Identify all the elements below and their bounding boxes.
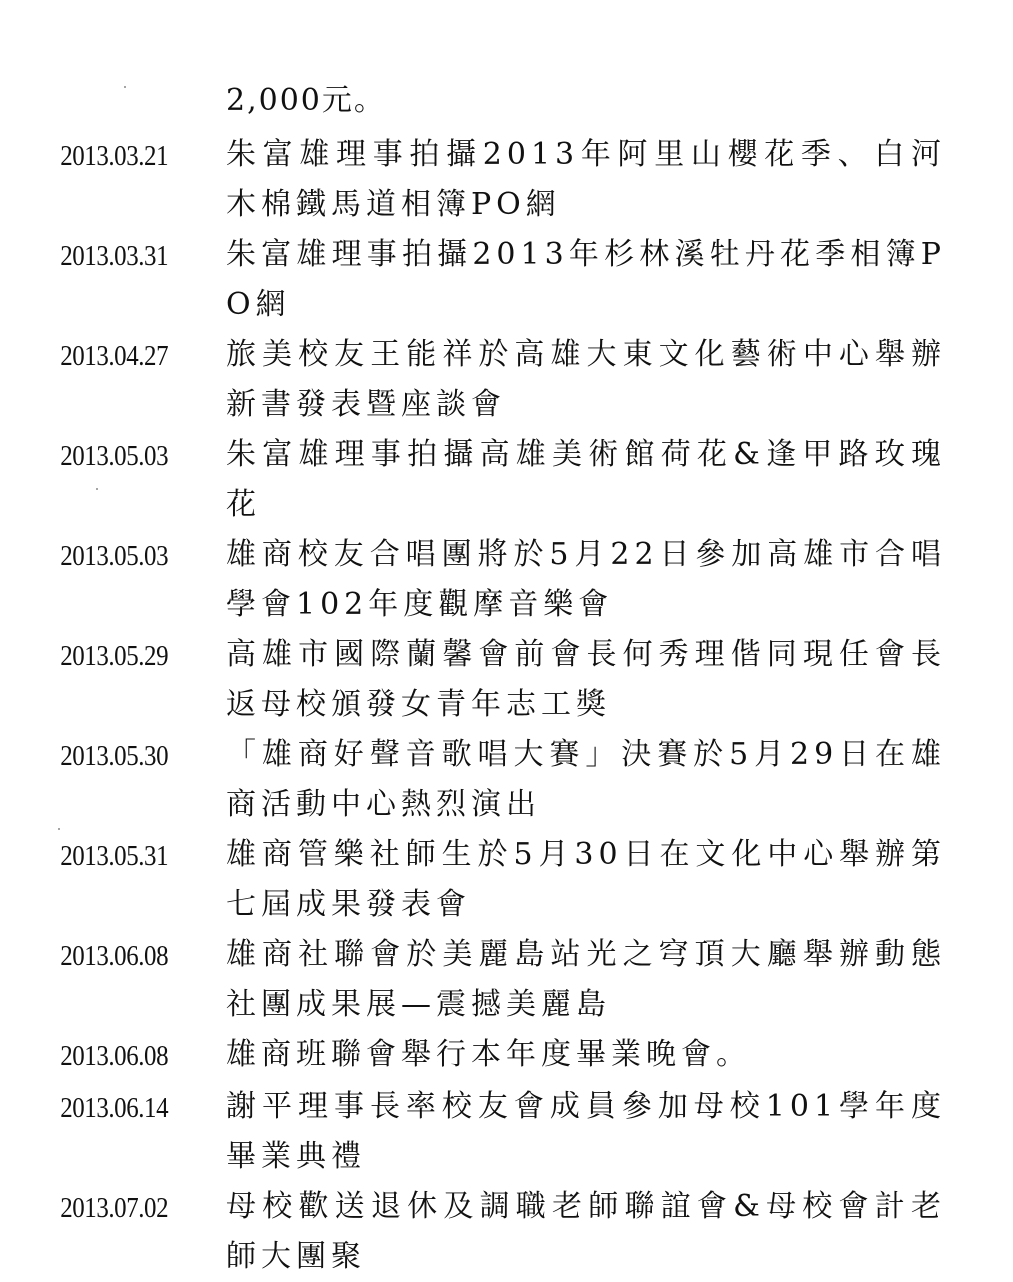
event-description: 雄商班聯會舉行本年度畢業晚會。 <box>226 1037 751 1072</box>
event-description: 雄商校友合唱團將於5月22日參加高雄市合唱學會102年度觀摩音樂會 <box>226 537 946 622</box>
event-date: 2013.04.27 <box>60 340 169 372</box>
event-description: 謝平理事長率校友會成員參加母校101學年度畢業典禮 <box>226 1089 946 1174</box>
event-date: 2013.05.29 <box>60 640 169 672</box>
event-description: 高雄市國際蘭馨會前會長何秀理偕同現任會長返母校頒發女青年志工獎 <box>226 637 946 722</box>
event-date: 2013.05.31 <box>60 840 169 872</box>
event-description: 母校歡送退休及調職老師聯誼會&母校會計老師大團聚 <box>226 1189 946 1274</box>
event-entry <box>0 1082 1013 1182</box>
event-description: 雄商社聯會於美麗島站光之穹頂大廳舉辦動態社團成果展—震撼美麗島 <box>226 937 946 1022</box>
event-description: 朱富雄理事拍攝2013年阿里山櫻花季、白河木棉鐵馬道相簿PO網 <box>226 137 946 222</box>
event-date: 2013.07.02 <box>60 1192 169 1224</box>
event-date: 2013.06.08 <box>60 940 169 972</box>
scan-speck <box>124 86 126 88</box>
event-entry <box>0 230 1013 330</box>
event-entry <box>0 930 1013 1030</box>
event-entry <box>0 1182 1013 1282</box>
event-date: 2013.03.21 <box>60 140 169 172</box>
event-description: 「雄商好聲音歌唱大賽」決賽於5月29日在雄商活動中心熱烈演出 <box>226 737 946 822</box>
event-entry <box>0 1030 1013 1082</box>
event-list <box>0 130 1013 1282</box>
event-entry <box>0 830 1013 930</box>
event-date: 2013.03.31 <box>60 240 169 272</box>
event-entry <box>0 130 1013 230</box>
event-entry <box>0 330 1013 430</box>
event-entry <box>0 730 1013 830</box>
event-date: 2013.06.08 <box>60 1040 169 1072</box>
event-description: 雄商管樂社師生於5月30日在文化中心舉辦第七屆成果發表會 <box>226 837 946 922</box>
event-entry <box>0 530 1013 630</box>
event-date: 2013.06.14 <box>60 1092 169 1124</box>
event-description: 朱富雄理事拍攝2013年杉林溪牡丹花季相簿PO網 <box>226 237 946 322</box>
event-description: 旅美校友王能祥於高雄大東文化藝術中心舉辦新書發表暨座談會 <box>226 337 946 422</box>
event-entry <box>0 430 1013 530</box>
event-date: 2013.05.03 <box>60 440 169 472</box>
event-entry <box>0 630 1013 730</box>
event-date: 2013.05.03 <box>60 540 169 572</box>
continuation-line: 2,000元。 <box>226 83 386 118</box>
event-date: 2013.05.30 <box>60 740 169 772</box>
event-description: 朱富雄理事拍攝高雄美術館荷花&逢甲路玫瑰花 <box>226 437 946 522</box>
